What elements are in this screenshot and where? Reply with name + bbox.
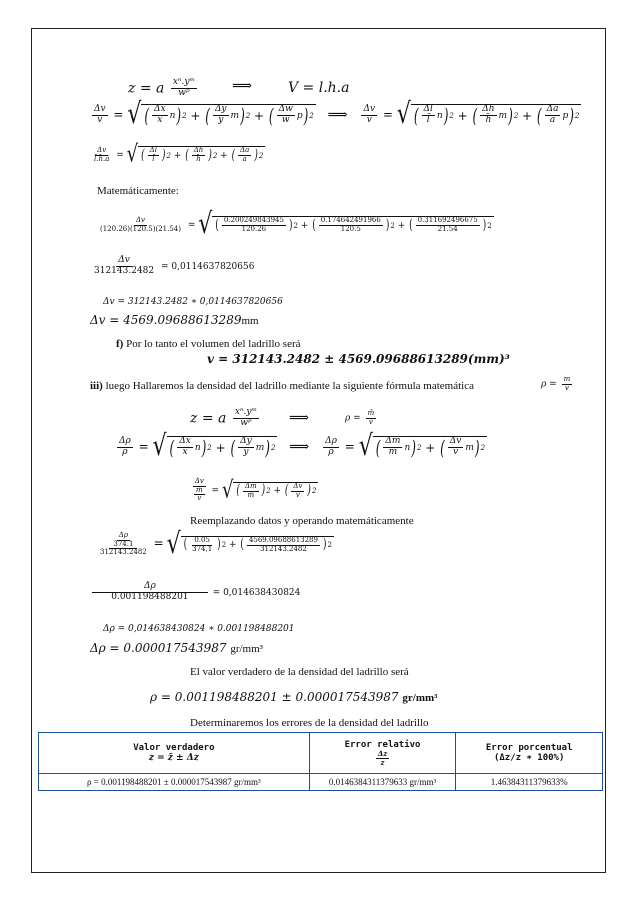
eq7-lhs-den: ρ̄	[122, 446, 128, 457]
formula-rho-right	[345, 410, 378, 426]
eq7-t2-num: Δy	[240, 436, 252, 447]
eq3-t3-num: 0.311692496675	[417, 216, 478, 225]
implies-arrow-icon: ⟹	[327, 106, 348, 123]
eq8-propagation: $\frac{\Delta v}{\frac{m̄}{v}}$ = √ ( $\frac{\Delta m}{m̄}$ ) 2 + ( $\frac{\Delta v}{v̄}$ ) 2	[194, 476, 317, 504]
eq12	[90, 641, 263, 655]
eq7-rhs-lhs-den: ρ̄	[328, 446, 334, 457]
label-errores: Determinaremos los errores de la densidad del ladrillo	[190, 717, 429, 729]
formula-rho-general	[190, 408, 261, 429]
eq7-t2-exp: m	[255, 442, 265, 453]
eq3-numeric: $\frac{\Delta v}{(120.26)(120.5)(21.54)}$ = √ ( $\frac{0.200249843945}{120.26}$ ) 2 + ( $\frac{0.174642491966}{120.5}$ ) 2 + ( $\frac{0.311692496675}{21.54}$ ) 2	[100, 208, 492, 241]
iii-rho-formula	[541, 376, 574, 392]
eq1-rhs-lhs-den: v̄	[366, 114, 372, 125]
eq2-t1-den: l̄	[152, 155, 155, 163]
eq8-t2-num: Δv	[293, 481, 303, 490]
cell-error-porcentual: 1.46384311379633%	[456, 774, 603, 791]
iii-rho-den: v	[564, 383, 569, 392]
eq1-r2-num: Δh	[482, 104, 495, 115]
f-text: Por lo tanto el volumen del ladrillo será	[126, 338, 301, 350]
eq1-r2-exp: m	[498, 110, 508, 121]
formula-rho-num: xⁿ.yᵐ	[234, 407, 258, 417]
eq7-r1-num: Δm	[385, 436, 401, 447]
eq1-r1-num: Δl	[423, 104, 433, 115]
header-porcentual-title: Error porcentual	[485, 743, 573, 753]
eq1-r1-den: l̄	[426, 115, 430, 125]
eq1-t2-den: ȳ	[218, 115, 224, 125]
iii-statement	[90, 380, 474, 392]
eq7-t2-den: ȳ	[243, 447, 249, 457]
header-valor-verdadero	[39, 733, 310, 774]
eq7-r2-num: Δv	[449, 436, 462, 447]
f-eq: v = 312143.2482 ± 4569.09688613289	[207, 352, 468, 366]
eq6-lhs: Δv = 4569.09688613289	[90, 313, 242, 327]
eq7-r2-exp: m	[465, 442, 474, 453]
eq1-lhs-num: Δv	[94, 103, 106, 114]
cell-error-relativo: 0.0146384311379633 gr/mm³	[309, 774, 456, 791]
eq1-rhs-lhs-num: Δv	[363, 103, 376, 114]
eq1-t3-den: w̄	[281, 115, 290, 125]
formula-general	[128, 78, 199, 99]
eq4-rhs: = 0,0114637820656	[161, 261, 255, 272]
eq4	[90, 256, 254, 277]
eq7-rhs-lhs-num: Δρ	[325, 435, 337, 446]
iii-label: iii)	[90, 380, 103, 392]
formula-lhs: z = a	[128, 80, 165, 97]
eq2-lhs-num: Δv	[97, 145, 107, 154]
eq9-t2-num: 4569.09688613289	[248, 535, 318, 544]
eq1-t2-exp: m	[230, 110, 240, 121]
formula-den: wᵖ	[178, 87, 190, 98]
eq1-r3-exp: p	[562, 110, 569, 121]
implies-arrow-icon: ⟹	[289, 410, 310, 426]
eq10-rhs: = 0,014638430824	[212, 587, 301, 598]
eq1-t1-exp: n	[169, 110, 176, 121]
eq1-t3-num: Δw	[278, 104, 293, 115]
eq3-t2-num: 0.174642491966	[320, 216, 381, 225]
eq7-t1-den: x̄	[182, 447, 188, 457]
eq7-r2-den: v̄	[453, 447, 459, 457]
eq2-t3-num: Δa	[240, 146, 250, 155]
eq7-r1-exp: n	[404, 442, 411, 453]
label-matematicamente: Matemáticamente:	[97, 185, 179, 197]
eq3-t3-den: 21.54	[437, 225, 458, 233]
eq1-t1-den: x̄	[157, 115, 163, 125]
eq2-propagation: $\frac{\Delta v}{l̄.h̄.ā}$ = √ ( $\frac{\Delta l}{l̄}$ ) 2 + ( $\frac{\Delta h}{h̄}$ ) 2 + ( $\frac{\Delta a}{ā}$ ) 2	[94, 140, 264, 168]
f-volume-result	[207, 352, 510, 366]
header-relativo-title: Error relativo	[344, 739, 421, 750]
eq11: Δρ = 0,014638430824 ∗ 0.001198488201	[103, 624, 295, 634]
eq7-r1-den: m̄	[388, 447, 398, 457]
implies-arrow-icon: ⟹	[289, 438, 310, 455]
eq1-t2-num: Δy	[214, 104, 227, 115]
eq3-lhs-den: (120.26)(120.5)(21.54)	[100, 224, 181, 233]
eq8-t2-den: v̄	[295, 490, 300, 499]
iii-rho-num: m	[563, 375, 571, 383]
eq9-t2-den: 312143.2482	[260, 544, 307, 553]
eq9-lhs-mid: 374.1	[113, 539, 134, 548]
cell-valor-verdadero: ρ = 0.001198488201 ± 0.000017543987 gr/mm³	[39, 774, 310, 791]
header-relativo-den: z	[380, 757, 385, 767]
header-error-porcentual	[456, 733, 603, 774]
eq1-r3-num: Δa	[546, 104, 559, 115]
eq10	[90, 582, 300, 603]
eq7-lhs-num: Δρ	[119, 435, 131, 446]
table-row	[39, 774, 603, 791]
eq13-lhs: ρ = 0.001198488201 ± 0.000017543987	[150, 690, 399, 704]
eq1-propagation: $\frac{\Delta v}{v̄}$ = √ ( $\frac{\Delta x}{x̄}$ n ) 2 + ( $\frac{\Delta y}{ȳ}$ m ) 2 + ( $\frac{\Delta w}{w̄}$ p ) 2 ⟹ $\frac{\Delta v}{v̄}$ = √ ( $\frac{\Delta l}{l̄}$ n ) 2 + ( $\frac{\Delta h}{h̄}$ m ) 2 + ( $\frac{\Delta a}{ā}$ p ) 2	[94, 98, 580, 131]
iii-text: luego Hallaremos la densidad del ladrillo mediante la siguiente fórmula matemática	[105, 380, 474, 392]
eq9-t1-den: 374,1	[192, 544, 213, 553]
eq3-lhs-num: Δv	[135, 215, 145, 224]
eq9-t1-num: 0.05	[194, 535, 210, 544]
errors-table	[38, 732, 603, 791]
eq8-t1-den: m̄	[247, 490, 255, 499]
eq1-t3-exp: p	[296, 110, 303, 121]
header-valor-title: Valor verdadero	[133, 743, 215, 753]
label-valor-verdadero: El valor verdadero de la densidad del ladrillo será	[190, 666, 409, 678]
f-statement	[116, 338, 301, 350]
eq2-t3-den: ā	[242, 155, 247, 163]
formula-rho-rhs-den: v̄	[368, 417, 373, 426]
eq8-lhs-den1: m̄	[196, 485, 203, 494]
formula-rho-rhs-num: m̄	[367, 409, 375, 417]
eq12-lhs: Δρ = 0.000017543987	[90, 641, 227, 655]
eq9-lhs-den: 312143.2482	[100, 548, 147, 557]
label-reemplazando: Reemplazando datos y operando matemáticamente	[190, 515, 414, 527]
eq2-t1-num: Δl	[149, 146, 157, 155]
eq12-unit: gr/mm³	[230, 643, 263, 655]
header-error-relativo	[309, 733, 456, 774]
implies-arrow-icon: ⟹	[232, 78, 253, 94]
eq3-t2-den: 120.5	[340, 225, 361, 233]
eq9-numeric: $\frac{\frac{\Delta\rho}{374.1}}{312143.2482}$ = √ ( $\frac{0.05}{374,1}$ ) 2 + ( $\frac{4569.09688613289}{312143.2482}$ ) 2	[100, 527, 332, 561]
header-relativo-num: Δz	[377, 748, 388, 758]
eq7-t1-exp: n	[194, 442, 201, 453]
eq13-unit: gr/mm³	[402, 692, 438, 704]
formula-rho-den: wᵖ	[240, 417, 252, 428]
eq6	[90, 313, 259, 327]
eq8-lhs-num: Δv	[194, 477, 204, 485]
eq1-lhs-den: v̄	[97, 114, 103, 125]
table-header-row	[39, 733, 603, 774]
eq4-den: 312143.2482	[94, 265, 155, 276]
eq6-unit: mm	[241, 315, 259, 327]
formula-volume: V = l.h.a	[288, 80, 350, 96]
eq8-lhs-den2: v	[197, 494, 202, 503]
eq10-den: 0.001198488201	[111, 591, 189, 602]
eq7-propagation: $\frac{\Delta\rho}{\rhō}$ = √ ( $\frac{\Delta x}{x̄}$ n ) 2 + ( $\frac{\Delta y}{ȳ}$ m ) 2 ⟹ $\frac{\Delta\rho}{\rhō}$ = √ ( $\frac{\Delta m}{m̄}$ n ) 2 + ( $\frac{\Delta v}{v̄}$ m ) 2	[119, 430, 486, 463]
eq1-r3-den: ā	[549, 115, 556, 125]
formula-rho-rhs-lhs: ρ =	[345, 413, 361, 424]
eq10-num: Δρ	[92, 582, 208, 593]
eq1-r1-exp: n	[436, 110, 443, 121]
eq7-t1-num: Δx	[179, 436, 191, 447]
f-label: f)	[116, 338, 124, 350]
formula-num: xⁿ.yᵐ	[172, 77, 196, 87]
iii-rho: ρ =	[541, 379, 557, 390]
formula-rho-lhs: z = a	[190, 410, 227, 427]
eq2-t2-den: h̄	[196, 155, 201, 163]
eq1-r2-den: h̄	[485, 115, 492, 125]
eq2-t2-num: Δh	[193, 146, 204, 155]
eq5: Δv = 312143.2482 ∗ 0,0114637820656	[103, 297, 283, 307]
eq3-t1-num: 0.200249843945	[223, 216, 284, 225]
eq1-t1-num: Δx	[154, 104, 166, 115]
eq4-num: Δv	[118, 255, 130, 265]
eq2-lhs-den: l̄.h̄.ā	[94, 154, 110, 163]
f-unit: (mm)³	[467, 352, 510, 366]
eq3-t1-den: 120.26	[241, 225, 267, 233]
eq9-lhs-num: Δρ	[118, 531, 128, 539]
eq13-density-result	[150, 690, 437, 704]
header-porcentual-sub: (Δz/z ∗ 100%)	[493, 753, 565, 763]
eq8-t1-num: Δm	[244, 481, 257, 490]
header-valor-sub: z = z̄ ± Δz	[148, 753, 199, 763]
